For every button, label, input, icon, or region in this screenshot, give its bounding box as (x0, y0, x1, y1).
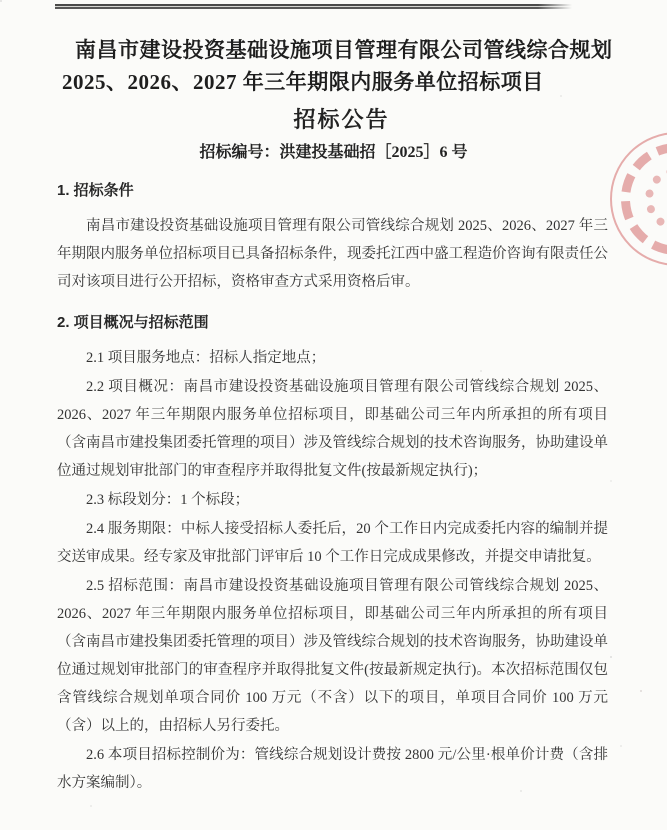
paragraph-2-3-lot-division: 2.3 标段划分：1 个标段； (86, 492, 250, 508)
notice-type-heading: 招标公告 (293, 107, 390, 132)
bid-reference-number: 招标编号：洪建投基础招［2025］6 号 (199, 144, 468, 161)
document-title-line2: 2025、2026、2027 年三年期限内服务单位招标项目 (62, 70, 544, 94)
document-title-line1: 南昌市建设投资基础设施项目管理有限公司管线综合规划 (75, 38, 613, 62)
scan-noise (0, 0, 2, 2)
paragraph-bidding-conditions: 南昌市建设投资基础设施项目管理有限公司管线综合规划 2025、2026、2027 年三年期限内服务单位招标项目已具备招标条件，现委托江西中盛工程造价咨询有限责任公司对该项目进行公开招标，资格审查方式采用资格后审。 (57, 218, 608, 290)
section-heading-project-overview: 2. 项目概况与招标范围 (57, 314, 209, 331)
paragraph-2-6-control-price: 2.6 本项目招标控制价为：管线综合规划设计费按 2800 元/公里·根单价计费（含排水方案编制）。 (57, 747, 608, 791)
paragraph-2-1-service-location: 2.1 项目服务地点：招标人指定地点； (86, 350, 326, 366)
section-heading-bidding-conditions: 1. 招标条件 (57, 182, 134, 199)
paragraph-2-4-service-period: 2.4 服务期限：中标人接受招标人委托后，20 个工作日内完成委托内容的编制并提交送审成果。经专家及审批部门评审后 10 个工作日完成成果修改，并提交申请批复。 (57, 521, 608, 565)
scan-edge-artifact (55, 4, 572, 9)
paragraph-2-2-project-overview: 2.2 项目概况：南昌市建设投资基础设施项目管理有限公司管线综合规划 2025、2026、2027 年三年期限内服务单位招标项目，即基础公司三年内所承担的所有项目（含南昌市建投集团委托管理的项目）涉及管线综合规划的技术咨询服务，协助建设单位通过规划审批部门的审查程序并取得批复文件(按最新规定执行)； (57, 379, 608, 479)
paragraph-2-5-bidding-scope: 2.5 招标范围：南昌市建设投资基础设施项目管理有限公司管线综合规划 2025、2026、2027 年三年期限内服务单位招标项目，即基础公司三年内所承担的所有项目（含南昌市建投集团委托管理的项目）涉及管线综合规划的技术咨询服务，协助建设单位通过规划审批部门的审查程序并取得批复文件(按最新规定执行)。本次招标范围仅包含管线综合规划单项合同价 100 万元（不含）以下的项目，单项目合同价 100 万元（含）以上的，由招标人另行委托。 (57, 578, 608, 734)
document-body (57, 172, 608, 797)
